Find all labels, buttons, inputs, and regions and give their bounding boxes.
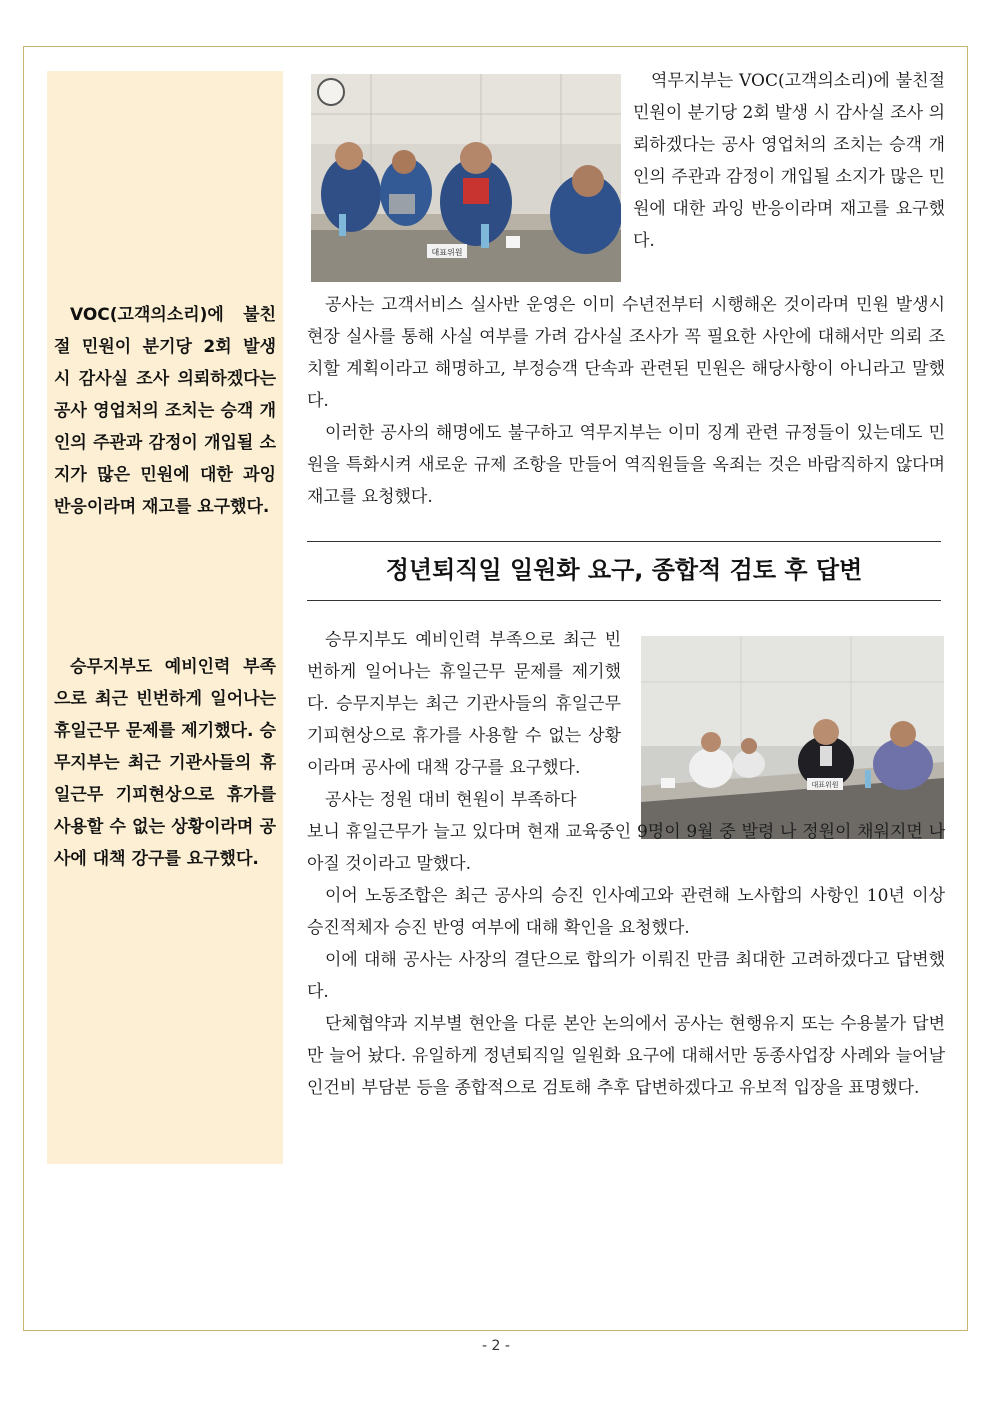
pull-quote-1: VOC(고객의소리)에 불친절 민원이 분기당 2회 발생 시 감사실 조사 의뢰하겠다는 공사 영업처의 조치는 승객 개인의 주관과 감정이 개입될 소지가 많은 민원에 대한 과잉 반응이라며 재고를 요구했다. <box>54 305 276 517</box>
meeting-photo-1-image <box>311 74 621 282</box>
article-wrap-column <box>307 624 621 816</box>
article-paragraph-6: 이어 노동조합은 최근 공사의 승진 인사예고와 관련해 노사합의 사항인 10년 이상 승진적체자 승진 반영 여부에 대해 확인을 요청했다. <box>307 886 945 938</box>
article-paragraph-5-cont: 보니 휴일근무가 늘고 있다며 현재 교육중인 9명이 9월 중 발령 나 정원이 채워지면 나아질 것이라고 말했다. <box>307 822 945 874</box>
article-section-1-wrap <box>633 65 945 257</box>
page-number: - 2 - <box>482 1338 510 1354</box>
nameplate-text-1: 대표위원 <box>431 248 463 257</box>
pull-quote-sidebar <box>47 71 283 1164</box>
article-paragraph-4: 승무지부도 예비인력 부족으로 최근 빈번하게 일어나는 휴일근무 문제를 제기했다. 승무지부는 최근 기관사들의 휴일근무 기피현상으로 휴가를 사용할 수 없는 상황이라며 공사에 대책 강구를 요구했다. <box>307 630 621 778</box>
meeting-photo-1 <box>311 74 621 282</box>
article-paragraph-1: 역무지부는 VOC(고객의소리)에 불친절 민원이 분기당 2회 발생 시 감사실 조사 의뢰하겠다는 공사 영업처의 조치는 승객 개인의 주관과 감정이 개입될 소지가 많은 민원에 대한 과잉 반응이라며 재고를 요구했다. <box>633 71 945 251</box>
article-paragraph-8: 단체협약과 지부별 현안을 다룬 본안 논의에서 공사는 현행유지 또는 수용불가 답변만 늘어 놨다. 유일하게 정년퇴직일 일원화 요구에 대해서만 동종사업장 사례와 늘어날 인건비 부담분 등을 종합적으로 검토해 추후 답변하겠다고 유보적 입장을 표명했다. <box>307 1014 945 1098</box>
heading-rule-bottom <box>307 600 941 601</box>
article-section-1 <box>307 289 945 513</box>
article-paragraph-3: 이러한 공사의 해명에도 불구하고 역무지부는 이미 징계 관련 규정들이 있는데도 민원을 특화시켜 새로운 규제 조항을 만들어 역직원들을 옥죄는 것은 바람직하지 않다며 재고를 요청했다. <box>307 423 945 507</box>
article-paragraph-5-start: 공사는 정원 대비 현원이 부족하다 <box>325 790 577 810</box>
article-paragraph-7: 이에 대해 공사는 사장의 결단으로 합의가 이뤄진 만큼 최대한 고려하겠다고 답변했다. <box>307 950 945 1002</box>
heading-rule-top <box>307 541 941 542</box>
section-heading: 정년퇴직일 일원화 요구, 종합적 검토 후 답변 <box>385 556 863 584</box>
article-section-2 <box>307 624 945 1104</box>
article-paragraph-2: 공사는 고객서비스 실사반 운영은 이미 수년전부터 시행해온 것이라며 민원 발생시 현장 실사를 통해 사실 여부를 가려 감사실 조사가 꼭 필요한 사안에 대해서만 의뢰 조치할 계획이라고 해명하고, 부정승객 단속과 관련된 민원은 해당사항이 아니라고 말했다. <box>307 295 945 411</box>
nameplate-text-2: 대표위원 <box>811 781 839 789</box>
pull-quote-2: 승무지부도 예비인력 부족으로 최근 빈번하게 일어나는 휴일근무 문제를 제기했다. 승무지부는 최근 기관사들의 휴일근무 기피현상으로 휴가를 사용할 수 없는 상황이라며 공사에 대책 강구를 요구했다. <box>54 657 276 869</box>
